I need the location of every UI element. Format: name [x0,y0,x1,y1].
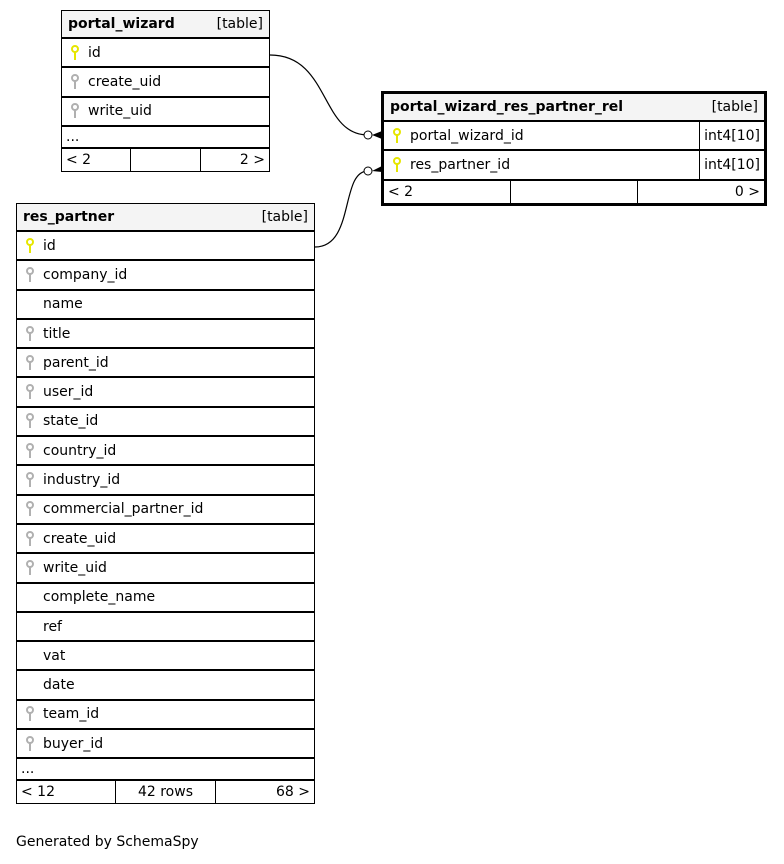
table-kind: [table] [216,16,263,32]
foreign-key-icon [17,355,43,371]
foreign-key-icon [62,74,88,90]
table-footer [384,181,764,203]
primary-key-icon [384,157,410,173]
column-name: ref [43,618,62,635]
column-row[interactable] [384,122,764,151]
column-name: country_id [43,442,117,459]
column-row[interactable] [17,496,314,525]
column-row[interactable] [17,437,314,466]
column-name: write_uid [88,103,152,120]
column-name: res_partner_id [410,156,511,173]
column-name: user_id [43,384,94,401]
column-row[interactable] [17,261,314,290]
column-row[interactable] [62,68,269,97]
column-name: create_uid [43,530,117,547]
parents-count[interactable]: < 2 [388,183,414,200]
column-name: id [43,237,56,254]
foreign-key-icon [17,706,43,722]
column-row[interactable] [384,151,764,180]
column-row[interactable] [17,613,314,642]
table-name: portal_wizard_res_partner_rel [390,99,624,115]
column-name: commercial_partner_id [43,501,204,518]
table-kind: [table] [261,209,308,225]
column-name: write_uid [43,559,107,576]
table-footer [17,781,314,803]
table-portal-wizard-res-partner-rel[interactable] [381,91,767,206]
children-count[interactable]: 2 > [200,149,269,171]
column-name: date [43,677,75,694]
row-count [510,181,637,203]
more-columns: ... [62,127,269,149]
column-row[interactable] [17,525,314,554]
row-count: 42 rows [115,781,214,803]
table-portal-wizard[interactable] [61,10,270,172]
link-portal-wizard-id [270,55,368,135]
column-row[interactable] [17,232,314,261]
generated-by-note: Generated by SchemaSpy [16,834,199,850]
column-name: state_id [43,413,99,430]
foreign-key-icon [17,472,43,488]
children-count[interactable]: 68 > [215,781,314,803]
column-name: id [88,44,101,61]
foreign-key-icon [62,103,88,119]
foreign-key-icon [17,384,43,400]
more-columns: ... [17,759,314,781]
column-name: complete_name [43,589,156,606]
column-row[interactable] [62,98,269,127]
table-res-partner[interactable] [16,203,315,804]
primary-key-icon [17,238,43,254]
column-row[interactable] [17,730,314,759]
column-name: portal_wizard_id [410,127,524,144]
column-list [384,122,764,181]
table-header [62,11,269,39]
primary-key-icon [384,128,410,144]
link-res-partner-id [315,171,368,247]
column-type: int4[10] [699,151,764,178]
column-name: team_id [43,706,100,723]
column-row[interactable] [17,701,314,730]
foreign-key-icon [17,267,43,283]
column-row[interactable] [17,349,314,378]
column-name: parent_id [43,354,109,371]
column-row[interactable] [62,39,269,68]
column-name: name [43,296,83,313]
table-header [384,94,764,122]
foreign-key-icon [17,560,43,576]
foreign-key-icon [17,443,43,459]
table-kind: [table] [711,99,758,115]
primary-key-icon [62,45,88,61]
parents-count[interactable]: < 2 [66,151,92,168]
column-name: title [43,325,71,342]
column-row[interactable] [17,378,314,407]
column-name: company_id [43,266,128,283]
column-row[interactable] [17,554,314,583]
column-name: industry_id [43,472,121,489]
foreign-key-icon [17,531,43,547]
table-name: portal_wizard [68,16,175,32]
column-name: create_uid [88,73,162,90]
foreign-key-icon [17,326,43,342]
column-list [62,39,269,127]
column-type: int4[10] [699,122,764,149]
table-footer [62,149,269,171]
column-list [17,232,314,759]
link-zero-marker [364,131,372,139]
column-row[interactable] [17,642,314,671]
table-header [17,204,314,232]
foreign-key-icon [17,413,43,429]
link-zero-marker [364,167,372,175]
foreign-key-icon [17,736,43,752]
column-row[interactable] [17,671,314,700]
column-name: buyer_id [43,735,104,752]
column-name: vat [43,647,66,664]
column-row[interactable] [17,584,314,613]
column-row[interactable] [17,320,314,349]
column-row[interactable] [17,466,314,495]
children-count[interactable]: 0 > [637,181,764,203]
row-count [130,149,199,171]
parents-count[interactable]: < 12 [21,784,55,801]
table-name: res_partner [23,209,115,225]
column-row[interactable] [17,408,314,437]
column-row[interactable] [17,291,314,320]
foreign-key-icon [17,501,43,517]
